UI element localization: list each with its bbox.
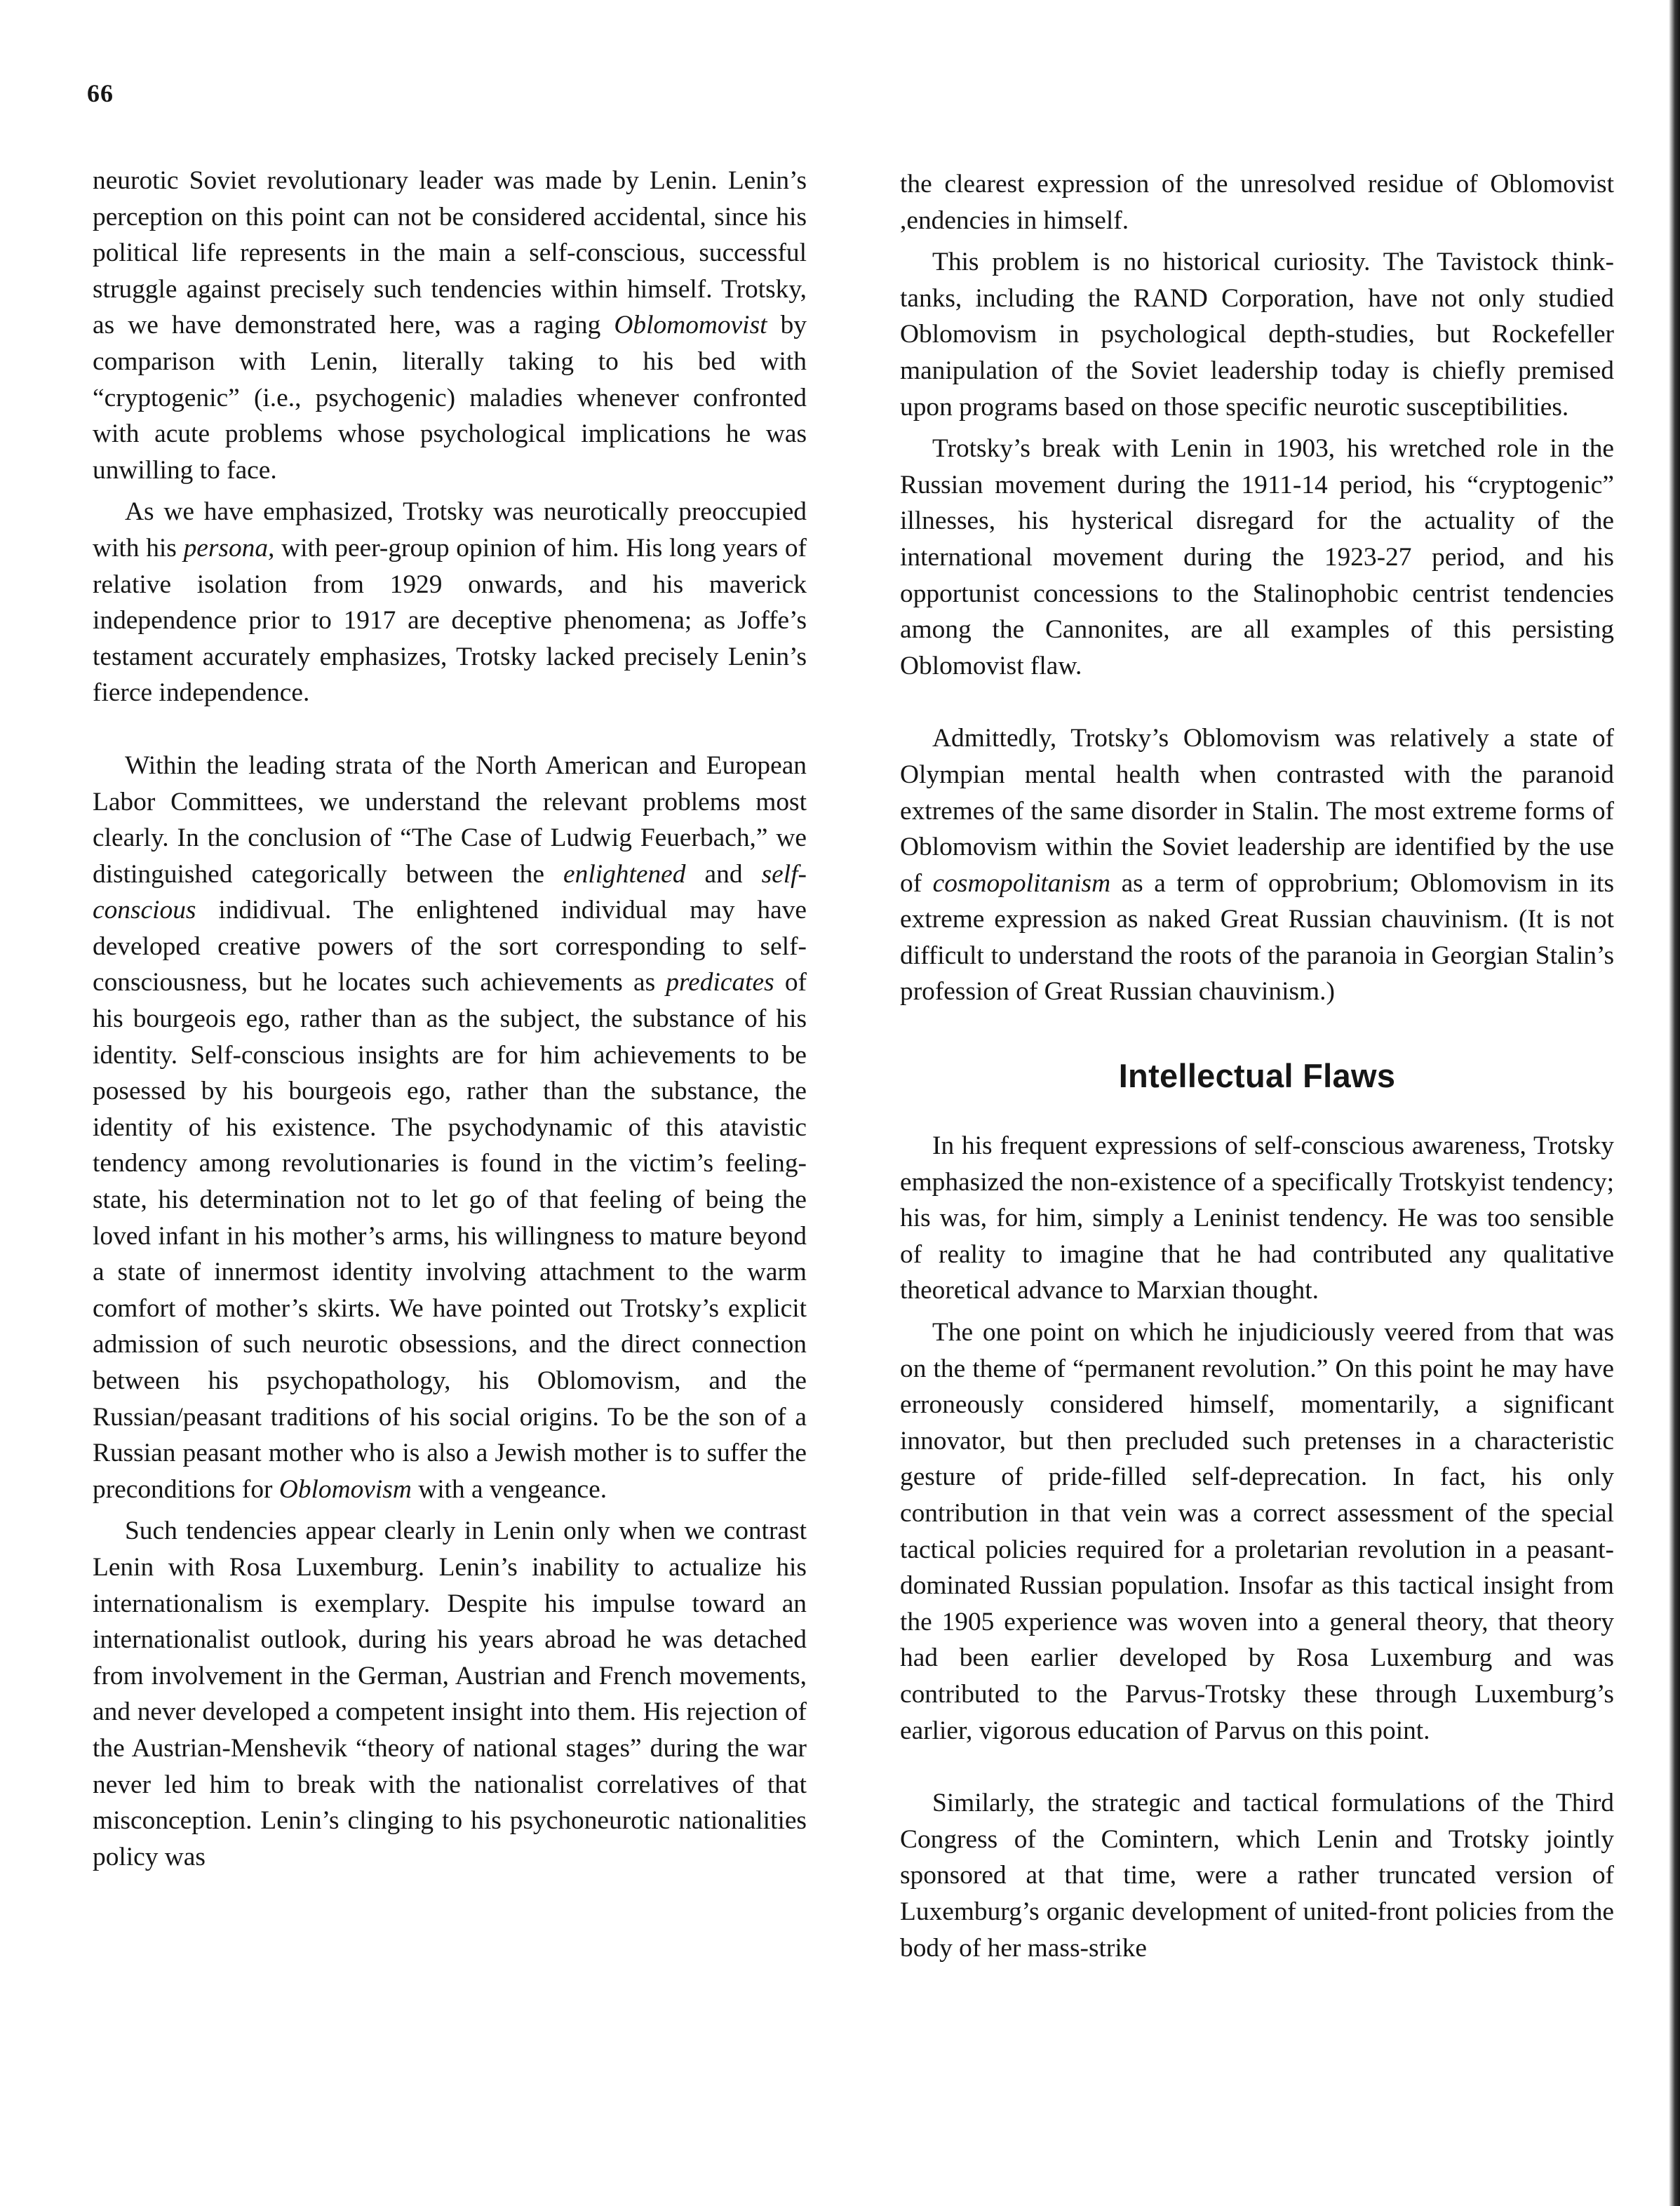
italic-text: enlightened — [563, 859, 686, 889]
paragraph: Trotsky’s break with Lenin in 1903, his wretched role in the Russian movement during the 1911-14 period, his “cryptogenic” illnesses, his hysterical disregard for the actuality of the international movement during the 1923-27 period, and his opportunist concessions to the Stalinophobic centrist tendencies among the Cannonites, are all examples of this persisting Oblomovist flaw. — [900, 434, 1614, 680]
italic-text: predicates — [666, 968, 774, 997]
right-column — [900, 166, 1614, 1966]
paragraph: Within the leading strata of the North American and European Labor Committees, we understand the relevant problems most clearly. In the conclusion of “The Case of Ludwig Feuerbach,” we distinguished categorically between the enlightened and self-conscious indidivual. The enlightened individual may have developed creative powers of the sort corresponding to self-consciousness, but he locates such achievements as predicates of his bourgeois ego, rather than as the subject, the substance of his identity. Self-conscious insights are for him achievements to be posessed by his bourgeois ego, rather than the substance, the identity of his existence. The psychodynamic of this atavistic tendency among revolutionaries is found in the victim’s feeling-state, his determination not to let go of that feeling of being the loved infant in his mother’s arms, his willingness to mature beyond a state of innermost identity involving attachment to the warm comfort of mother’s skirts. We have pointed out Trotsky’s explicit admission of such neurotic obsessions, and the direct connection between his psychopathology, his Oblomovism, and the Russian/peasant traditions of his social origins. To be the son of a Russian peasant mother who is also a Jewish mother is to suffer the preconditions for Oblomovism with a vengeance. — [93, 751, 807, 1504]
italic-text: persona, — [183, 533, 275, 563]
paragraph: Such tendencies appear clearly in Lenin only when we contrast Lenin with Rosa Luxemburg. Lenin’s inability to actualize his internationalism is exemplary. Despite his impulse toward an internationalist outlook, during his years abroad he was detached from involvement in the German, Austrian and French movements, and never developed a competent insight into them. His rejection of the Austrian-Menshevik “theory of national stages” during the war never led him to break with the nationalist correlatives of that misconception. Lenin’s clinging to his psychoneurotic nationalities policy was — [93, 1516, 807, 1871]
paragraph: neurotic Soviet revolutionary leader was made by Lenin. Lenin’s perception on this point can not be considered accidental, since his political life represents in the main a self-conscious, successful struggle against precisely such tendencies within himself. Trotsky, as we have demonstrated here, was a raging Oblomomovist by comparison with Lenin, literally taking to his bed with “cryptogenic” (i.e., psychogenic) maladies whenever confronted with acute problems whose psychological implications he was unwilling to face. — [93, 166, 807, 485]
paragraph: As we have emphasized, Trotsky was neurotically preoccupied with his persona, with peer-group opinion of him. His long years of relative isolation from 1929 onwards, and his maverick independence prior to 1917 are deceptive phenomena; as Joffe’s testament accurately emphasizes, Trotsky lacked precisely Lenin’s fierce independence. — [93, 497, 807, 708]
paragraph: Admittedly, Trotsky’s Oblomovism was relatively a state of Olympian mental health when contrasted with the paranoid extremes of the same disorder in Stalin. The most extreme forms of Oblomovism within the Soviet leadership are identified by the use of cosmopolitanism as a term of opprobrium; Oblomovism in its extreme expression as naked Great Russian chauvinism. (It is not difficult to understand the roots of the paranoia in Georgian Stalin’s profession of Great Russian chauvinism.) — [900, 724, 1614, 1007]
scan-edge-shadow — [1669, 0, 1680, 2206]
page-number: 66 — [87, 79, 114, 107]
italic-text: cosmopolitanism — [932, 868, 1111, 898]
paragraph: In his frequent expressions of self-conscious awareness, Trotsky emphasized the non-existence of a specifically Trotskyist tendency; his was, for him, simply a Leninist tendency. He was too sensible of reality to imagine that he had contributed any qualitative theoretical advance to Marxian thought. — [900, 1131, 1614, 1305]
paragraph: Similarly, the strategic and tactical formulations of the Third Congress of the Comintern, which Lenin and Trotsky jointly sponsored at that time, were a rather truncated version of Luxemburg’s organic development of united-front policies from the body of her mass-strike — [900, 1789, 1614, 1963]
paragraph: This problem is no historical curiosity. The Tavistock think-tanks, including the RAND Corporation, have not only studied Oblomovism in psychological depth-studies, but Rockefeller manipulation of the Soviet leadership today is chiefly premised upon programs based on those specific neurotic susceptibilities. — [900, 248, 1614, 422]
italic-text: Oblomomovist — [614, 311, 767, 340]
paragraph: the clearest expression of the unresolved residue of Oblomovist ,endencies in himself. — [900, 170, 1614, 235]
section-heading: Intellectual Flaws — [1118, 1057, 1396, 1095]
italic-text: self-conscious — [93, 859, 807, 925]
left-column — [93, 163, 807, 1875]
paragraph: The one point on which he injudiciously veered from that was on the theme of “permanent revolution.” On this point he may have erroneously considered himself, momentarily, a significant innovator, but then precluded such pretenses in a characteristic gesture of pride-filled self-deprecation. In fact, his only contribution in that vein was a correct assessment of the special tactical policies required for a proletarian revolution in a peasant-dominated Russian population. Insofar as this tactical insight from the 1905 experience was woven into a general theory, that theory had been earlier developed by Rosa Luxemburg and was contributed to the Parvus-Trotsky these through Luxemburg’s earlier, vigorous education of Parvus on this point. — [900, 1318, 1614, 1745]
italic-text: Oblomovism — [278, 1474, 412, 1504]
